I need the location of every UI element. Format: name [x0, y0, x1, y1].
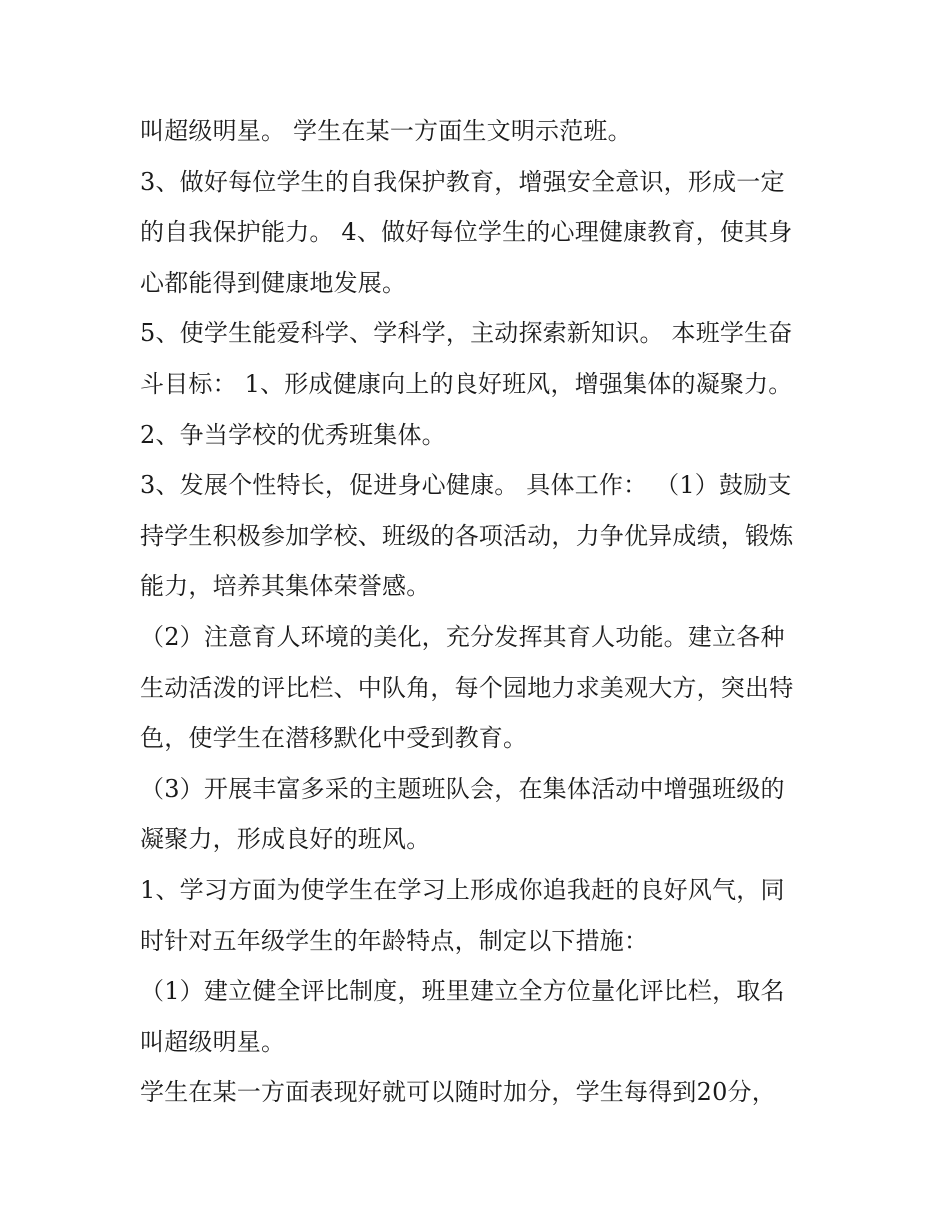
text-line: 色，使学生在潜移默化中受到教育。	[140, 724, 528, 753]
text-line: 持学生积极参加学校、班级的各项活动，力争优异成绩，锻炼	[140, 521, 794, 550]
text-line: （1）建立健全评比制度，班里建立全方位量化评比栏，取名	[140, 977, 785, 1006]
text-line: 时针对五年级学生的年龄特点，制定以下措施：	[140, 926, 649, 955]
text-line: 5、使学生能爱科学、学科学，主动探索新知识。 本班学生奋	[140, 319, 793, 348]
text-line: 凝聚力，形成良好的班风。	[140, 825, 431, 854]
text-line: 斗目标： 1、形成健康向上的良好班风，增强集体的凝聚力。	[140, 369, 793, 398]
text-line: （2）注意育人环境的美化，充分发挥其育人功能。建立各种	[140, 622, 785, 651]
text-line: 3、做好每位学生的自我保护教育，增强安全意识，形成一定	[140, 167, 785, 196]
document-body	[140, 106, 830, 1118]
text-line: 生动活泼的评比栏、中队角，每个园地力求美观大方，突出特	[140, 673, 794, 702]
text-line: 1、学习方面为使学生在学习上形成你追我赶的良好风气，同	[140, 875, 785, 904]
text-line: 能力，培养其集体荣誉感。	[140, 572, 431, 601]
text-line: 3、发展个性特长，促进身心健康。 具体工作： （1）鼓励支	[140, 471, 792, 500]
text-line: 学生在某一方面表现好就可以随时加分，学生每得到20分，	[140, 1078, 776, 1107]
text-line: 叫超级明星。	[140, 1027, 286, 1056]
text-line: 的自我保护能力。 4、做好每位学生的心理健康教育，使其身	[140, 218, 793, 247]
text-line: 叫超级明星。 学生在某一方面生文明示范班。	[140, 117, 632, 145]
text-line: （3）开展丰富多采的主题班队会，在集体活动中增强班级的	[140, 774, 785, 803]
text-line: 2、争当学校的优秀班集体。	[140, 420, 446, 449]
text-line: 心都能得到健康地发展。	[140, 268, 407, 297]
